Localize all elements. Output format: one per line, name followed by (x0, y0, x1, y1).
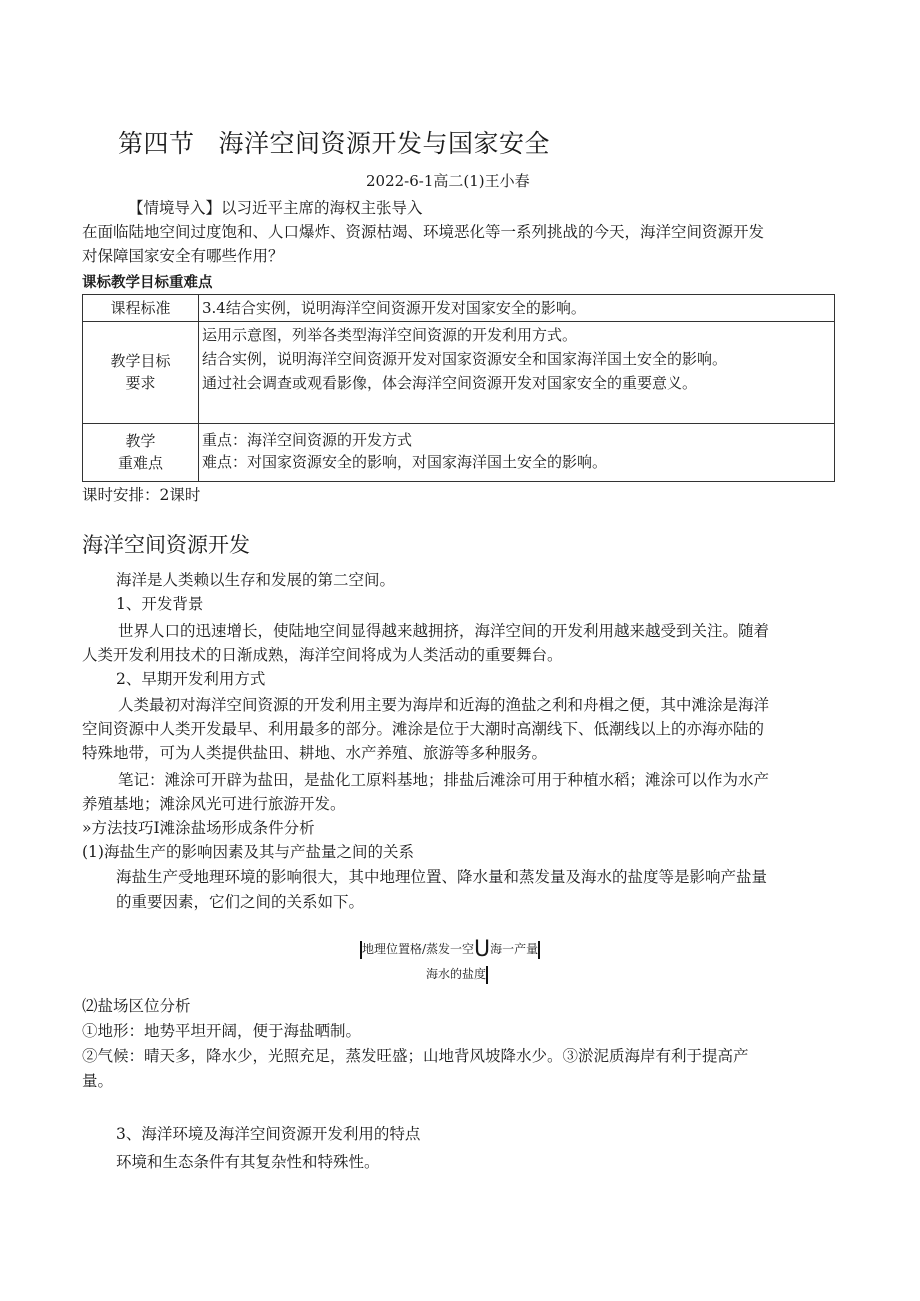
goals-heading: 课标教学目标重难点 (82, 275, 213, 291)
subheading: (1)海盐生产的影响因素及其与产盐量之间的关系 (82, 843, 414, 861)
formula-bottom: 海水的盐度 (426, 967, 487, 981)
note-paragraph: 笔记：滩涂可开辟为盐田，是盐化工原料基地；排盐后滩涂可用于种植水稻；滩涂可以作为水产 (118, 771, 770, 789)
title-text: 海洋空间资源开发与国家安全 (218, 129, 551, 158)
table-row3-label (83, 423, 199, 481)
list-item: ①地形：地势平坦开阔，便于海盐晒制。 (82, 1022, 362, 1040)
table-row2-values (199, 324, 834, 394)
table-row2-value: 结合实例，说明海洋空间资源开发对国家资源安全和国家海洋国土安全的影响。 (202, 350, 728, 368)
list-item: ②气候：晴天多，降水少，光照充足，蒸发旺盛；山地背风坡降水少。③淤泥质海岸有利于提高产 (82, 1047, 749, 1065)
table-row2-label-line1: 教学目标 (110, 352, 171, 370)
table-row2-label-line2: 要求 (125, 374, 156, 392)
table-row2-value: 运用示意图，列举各类型海洋空间资源的开发利用方式。 (202, 326, 578, 344)
table-row3-label-line1: 教学 (125, 432, 156, 450)
formula-right: 海一产量 (490, 942, 539, 956)
table-row1-value: 3.4结合实例，说明海洋空间资源开发对国家安全的影响。 (202, 299, 586, 317)
intro-line-2: 对保障国家安全有哪些作用？ (82, 247, 284, 265)
method-heading: »方法技巧I滩涂盐场形成条件分析 (82, 819, 315, 837)
formula-u: U (474, 937, 491, 962)
body-paragraph: 空间资源中人类开发最早、利用最多的部分。滩涂是位于大潮时高潮线下、低潮线以上的亦海亦陆的 (82, 720, 765, 738)
body-paragraph: 环境和生态条件有其复杂性和特殊性。 (116, 1153, 380, 1171)
dateline: 2022-6-1高二(1)王小春 (366, 172, 530, 190)
subheading: ⑵盐场区位分析 (82, 997, 191, 1015)
intro-heading: 【情境导入】以习近平主席的海权主张导入 (128, 199, 423, 217)
list-item: 量。 (82, 1072, 114, 1090)
table-row2-label (83, 321, 199, 423)
formula-left: 地理位置格/蒸发一空 (362, 942, 475, 956)
table-row1-label: 课程标准 (83, 295, 199, 321)
body-paragraph: 海盐生产受地理环境的影响很大，其中地理位置、降水量和蒸发量及海水的盐度等是影响产盐量 (116, 868, 768, 886)
table-row3-value: 重点：海洋空间资源的开发方式 (202, 431, 413, 449)
table-row3-value: 难点：对国家资源安全的影响，对国家海洋国土安全的影响。 (202, 453, 608, 471)
body-paragraph: 的重要因素，它们之间的关系如下。 (116, 893, 365, 911)
section-heading: 海洋空间资源开发 (82, 533, 250, 557)
title-section-number: 第四节 (118, 129, 195, 158)
table-row3-values (199, 429, 834, 473)
subheading: 3、海洋环境及海洋空间资源开发利用的特点 (116, 1125, 421, 1143)
note-paragraph: 养殖基地；滩涂风光可进行旅游开发。 (82, 795, 346, 813)
body-paragraph: 人类最初对海洋空间资源的开发利用主要为海岸和近海的渔盐之利和舟楫之便，其中滩涂是海洋 (118, 696, 770, 714)
table-row3-label-line2: 重难点 (117, 454, 163, 472)
body-paragraph: 特殊地带，可为人类提供盐田、耕地、水产养殖、旅游等多种服务。 (82, 744, 548, 762)
salt-formula (360, 937, 540, 981)
schedule: 课时安排：2课时 (82, 486, 201, 504)
body-paragraph: 世界人口的迅速增长，使陆地空间显得越来越拥挤，海洋空间的开发利用越来越受到关注。随着 (118, 622, 770, 640)
table-row2-value: 通过社会调查或观看影像，体会海洋空间资源开发对国家安全的重要意义。 (202, 374, 698, 392)
body-paragraph: 海洋是人类赖以生存和发展的第二空间。 (116, 571, 396, 589)
intro-line-1: 在面临陆地空间过度饱和、人口爆炸、资源枯竭、环境恶化等一系列挑战的今天，海洋空间资源开发 (82, 223, 765, 241)
goals-table (82, 294, 835, 482)
subheading: 1、开发背景 (116, 595, 204, 613)
body-paragraph: 人类开发利用技术的日渐成熟，海洋空间将成为人类活动的重要舞台。 (82, 646, 563, 664)
page-title (118, 124, 550, 160)
subheading: 2、早期开发利用方式 (116, 670, 266, 688)
